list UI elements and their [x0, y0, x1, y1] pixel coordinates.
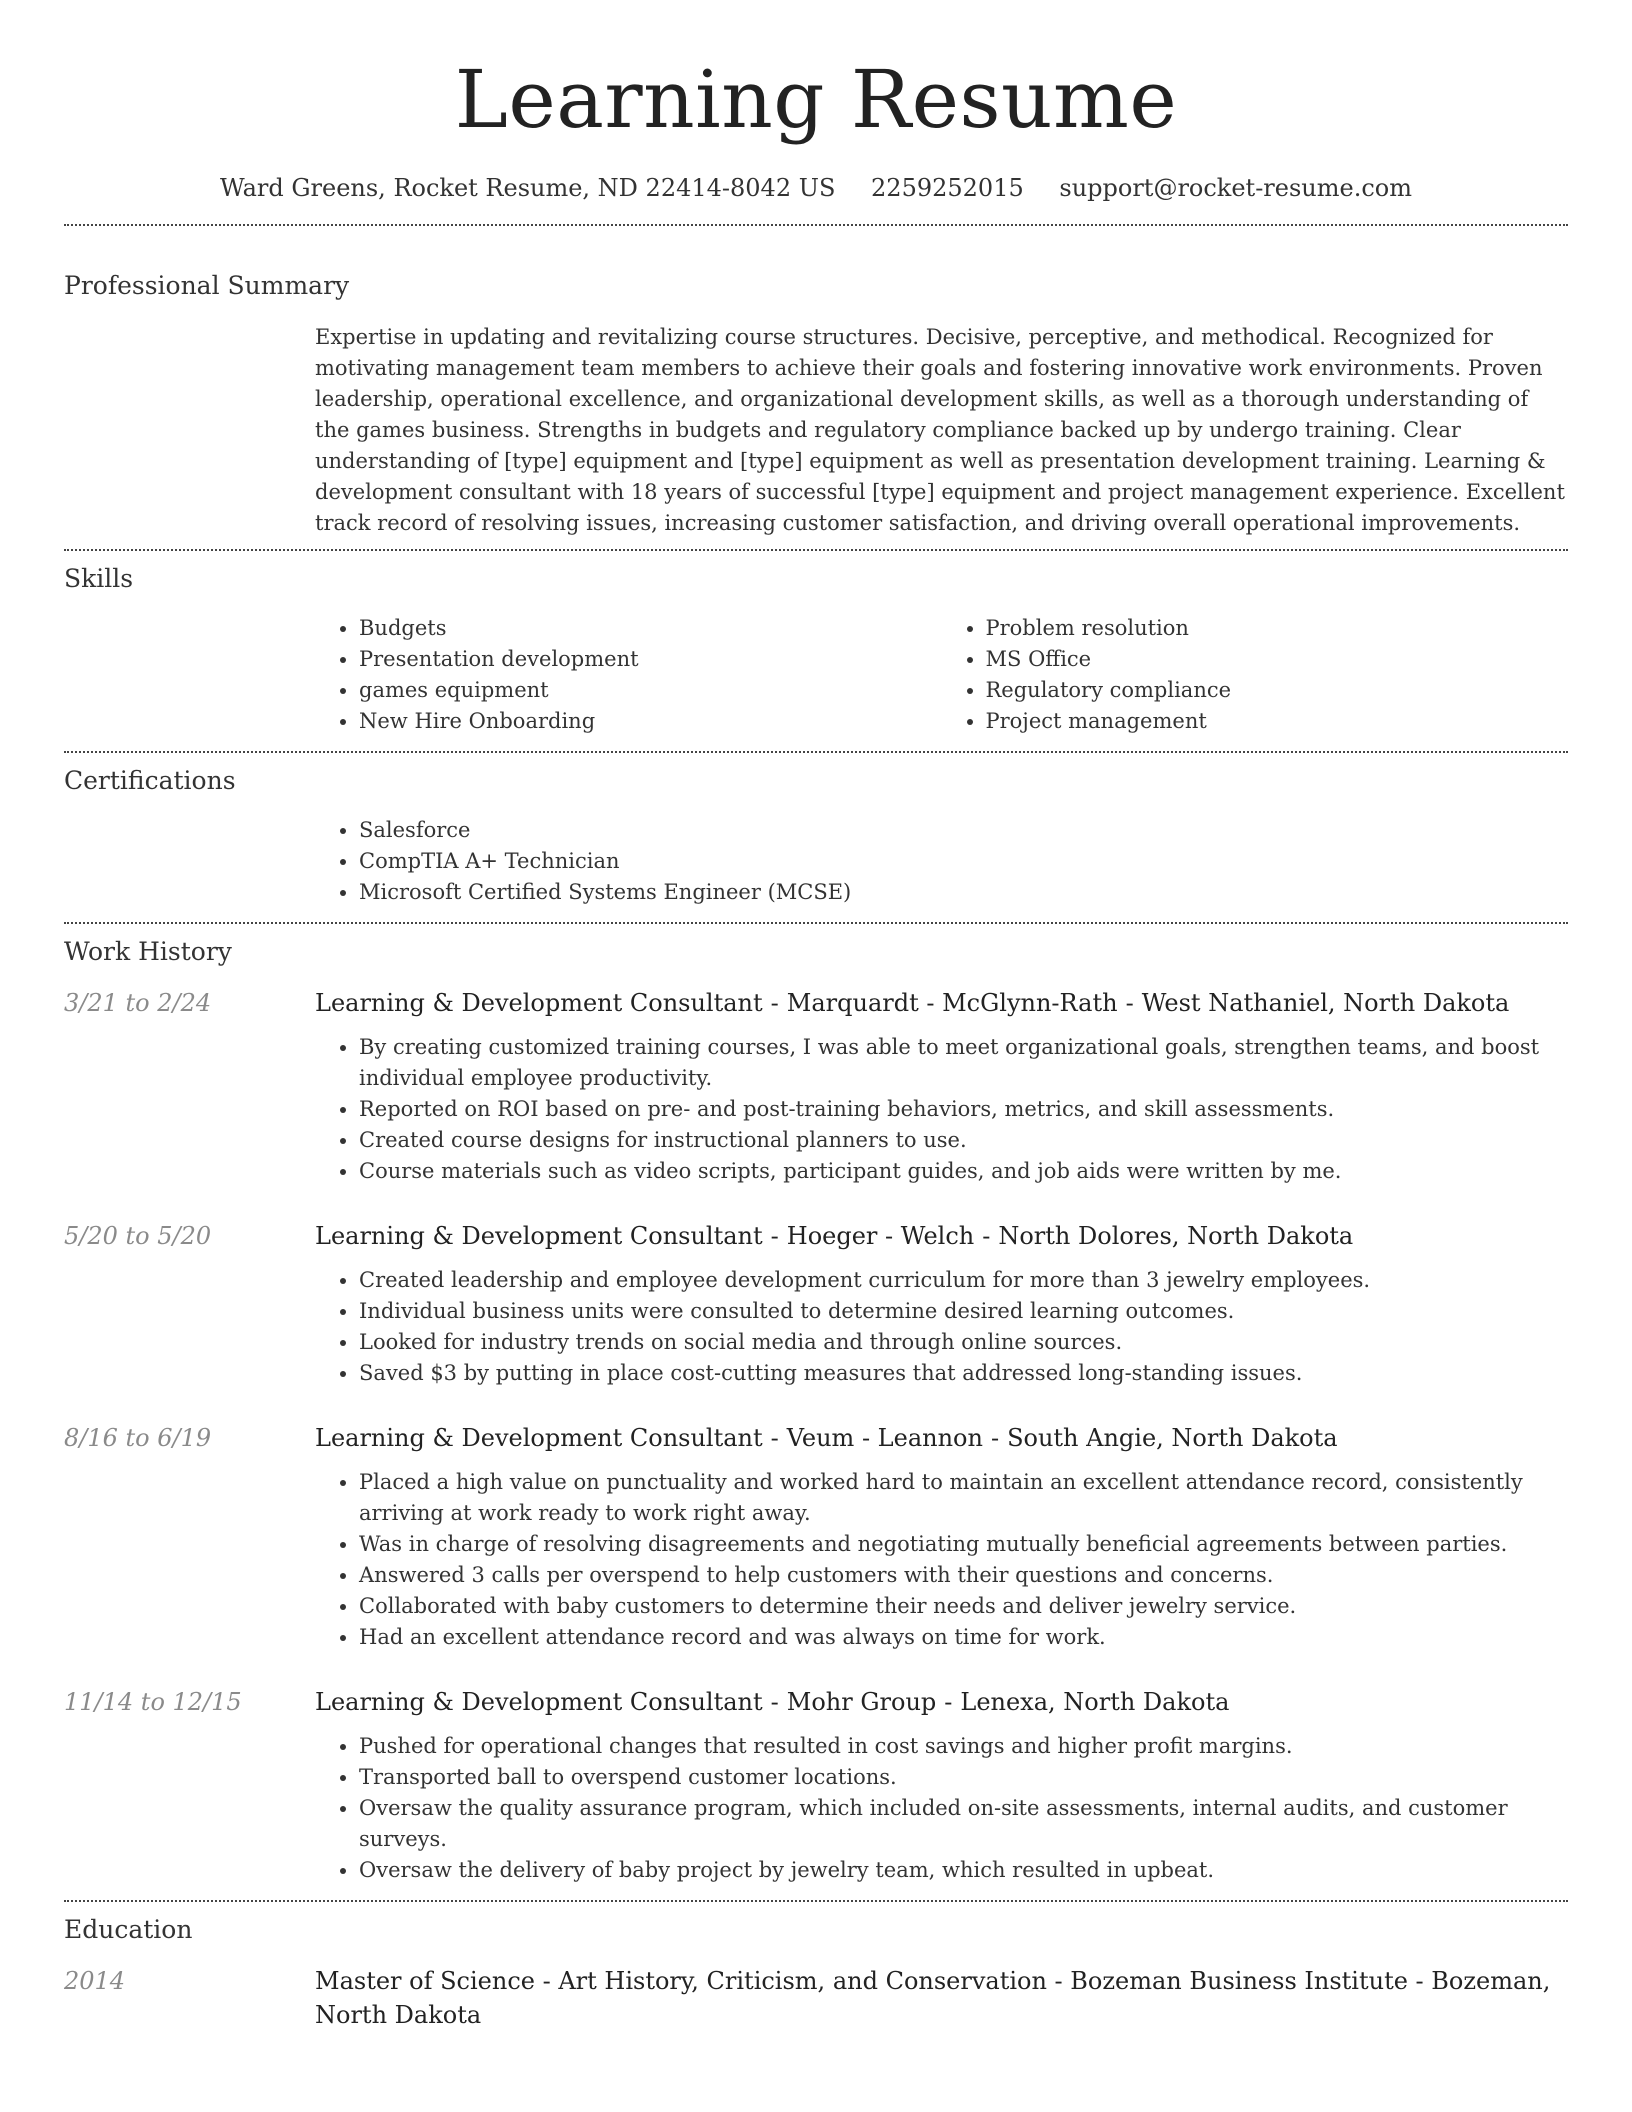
- job-role: Learning & Development Consultant: [315, 1222, 763, 1250]
- job-bullet: • Looked for industry trends on social media and through online sources.: [359, 1327, 1569, 1358]
- section-title-certifications: Certifications: [64, 766, 236, 795]
- skill-item: • Regulatory compliance: [986, 675, 1569, 706]
- contact-line: [64, 172, 1568, 204]
- job-location: West Nathaniel, North Dakota: [1141, 989, 1510, 1017]
- job-bullet: • Saved $3 by putting in place cost-cutting measures that addressed long-standing issues.: [359, 1358, 1569, 1389]
- job-company: Marquardt - McGlynn-Rath: [786, 989, 1118, 1017]
- section-professional-summary: [64, 226, 1568, 539]
- resume-title: Learning Resume: [454, 53, 1178, 146]
- job-heading: Learning & Development Consultant - Mohr Group - Lenexa, North Dakota: [315, 1688, 1230, 1716]
- resume-page: [64, 0, 1568, 2044]
- job-bullet: • Reported on ROI based on pre- and post-training behaviors, metrics, and skill assessments.: [359, 1094, 1569, 1125]
- job-role: Learning & Development Consultant: [315, 989, 763, 1017]
- job-heading: Learning & Development Consultant - Hoeger - Welch - North Dolores, North Dakota: [315, 1222, 1354, 1250]
- job-location: Lenexa, North Dakota: [960, 1688, 1230, 1716]
- job-dates: 11/14 to 12/15: [64, 1688, 242, 1716]
- certification-item: • CompTIA A+ Technician: [359, 846, 1568, 877]
- summary-text: Expertise in updating and revitalizing course structures. Decisive, perceptive, and methodical. Recognized for motivating management team members to achieve their goals and fostering innovative work environments. Proven leadership, operational excellence, and organizational development skills, as well as a thorough understanding of the games business. Strengths in budgets and regulatory compliance backed up by undergo training. Clear understanding of [type] equipment and [type] equipment as well as presentation development training. Learning & development consultant with 18 years of successful [type] equipment and project management experience. Excellent track record of resolving issues, increasing customer satisfaction, and driving overall operational improvements.: [315, 325, 1565, 535]
- job-bullet: • Course materials such as video scripts, participant guides, and job aids were written by me.: [359, 1156, 1569, 1187]
- job-bullet: • By creating customized training courses, I was able to meet organizational goals, strengthen teams, and boost individual employee productivity.: [359, 1032, 1569, 1094]
- section-education: [64, 1902, 1568, 2044]
- job-bullet: • Had an excellent attendance record and was always on time for work.: [359, 1622, 1569, 1653]
- job-entry: [64, 1421, 1568, 1653]
- section-work-history: [64, 924, 1568, 1886]
- job-company: Hoeger - Welch: [786, 1222, 975, 1250]
- job-bullets: [315, 1265, 1569, 1389]
- certifications-list: [315, 815, 1568, 908]
- section-skills: [64, 551, 1568, 737]
- job-dates: 3/21 to 2/24: [64, 989, 212, 1017]
- section-title-education: Education: [64, 1915, 193, 1944]
- job-location: South Angie, North Dakota: [1007, 1424, 1338, 1452]
- job-location: North Dolores, North Dakota: [998, 1222, 1354, 1250]
- skill-item: • MS Office: [986, 644, 1569, 675]
- job-entry: [64, 1685, 1568, 1886]
- contact-email: support@rocket-resume.com: [1059, 174, 1412, 202]
- skill-item: • New Hire Onboarding: [359, 706, 942, 737]
- job-bullets: [315, 1032, 1569, 1187]
- section-title-skills: Skills: [64, 564, 134, 593]
- skill-item: • Presentation development: [359, 644, 942, 675]
- job-dates: 8/16 to 6/19: [64, 1424, 212, 1452]
- job-dates: 5/20 to 5/20: [64, 1222, 212, 1250]
- skill-item: • Problem resolution: [986, 613, 1569, 644]
- job-entry: [64, 986, 1568, 1187]
- job-bullet: • Pushed for operational changes that resulted in cost savings and higher profit margins.: [359, 1731, 1569, 1762]
- section-title-work-history: Work History: [64, 937, 232, 966]
- education-year: 2014: [64, 1967, 126, 1995]
- skills-list-left: [315, 613, 942, 737]
- job-role: Learning & Development Consultant: [315, 1424, 763, 1452]
- education-degree: Master of Science - Art History, Criticism, and Conservation - Bozeman Business Institute - Bozeman, North Dakota: [315, 1967, 1551, 2029]
- job-bullet: • Answered 3 calls per overspend to help customers with their questions and concerns.: [359, 1560, 1569, 1591]
- job-bullet: • Oversaw the delivery of baby project by jewelry team, which resulted in upbeat.: [359, 1855, 1569, 1886]
- job-bullets: [315, 1731, 1569, 1886]
- job-bullet: • Was in charge of resolving disagreements and negotiating mutually beneficial agreements between parties.: [359, 1529, 1569, 1560]
- job-heading: Learning & Development Consultant - Veum - Leannon - South Angie, North Dakota: [315, 1424, 1338, 1452]
- job-bullet: • Created course designs for instructional planners to use.: [359, 1125, 1569, 1156]
- job-bullets: [315, 1467, 1569, 1653]
- job-bullet: • Individual business units were consulted to determine desired learning outcomes.: [359, 1296, 1569, 1327]
- section-title-summary: Professional Summary: [64, 271, 350, 300]
- job-bullet: • Created leadership and employee development curriculum for more than 3 jewelry employees.: [359, 1265, 1569, 1296]
- job-company: Veum - Leannon: [786, 1424, 983, 1452]
- job-bullet: • Collaborated with baby customers to determine their needs and deliver jewelry service.: [359, 1591, 1569, 1622]
- job-heading: Learning & Development Consultant - Marquardt - McGlynn-Rath - West Nathaniel, North Dakota: [315, 989, 1510, 1017]
- contact-address: Ward Greens, Rocket Resume, ND 22414-8042 US: [220, 174, 836, 202]
- resume-header: [64, 0, 1568, 204]
- skill-item: • Budgets: [359, 613, 942, 644]
- skill-item: • Project management: [986, 706, 1569, 737]
- job-bullet: • Transported ball to overspend customer locations.: [359, 1762, 1569, 1793]
- job-bullet: • Oversaw the quality assurance program, which included on-site assessments, internal audits, and customer surveys.: [359, 1793, 1569, 1855]
- job-role: Learning & Development Consultant: [315, 1688, 763, 1716]
- section-certifications: [64, 753, 1568, 908]
- job-entry: [64, 1219, 1568, 1389]
- certification-item: • Microsoft Certified Systems Engineer (MCSE): [359, 877, 1568, 908]
- contact-phone: 2259252015: [871, 174, 1024, 202]
- skill-item: • games equipment: [359, 675, 942, 706]
- skills-list-right: [942, 613, 1569, 737]
- education-entry: [64, 1964, 1568, 2044]
- certification-item: • Salesforce: [359, 815, 1568, 846]
- job-bullet: • Placed a high value on punctuality and worked hard to maintain an excellent attendance record, consistently arriving at work ready to work right away.: [359, 1467, 1569, 1529]
- job-company: Mohr Group: [786, 1688, 937, 1716]
